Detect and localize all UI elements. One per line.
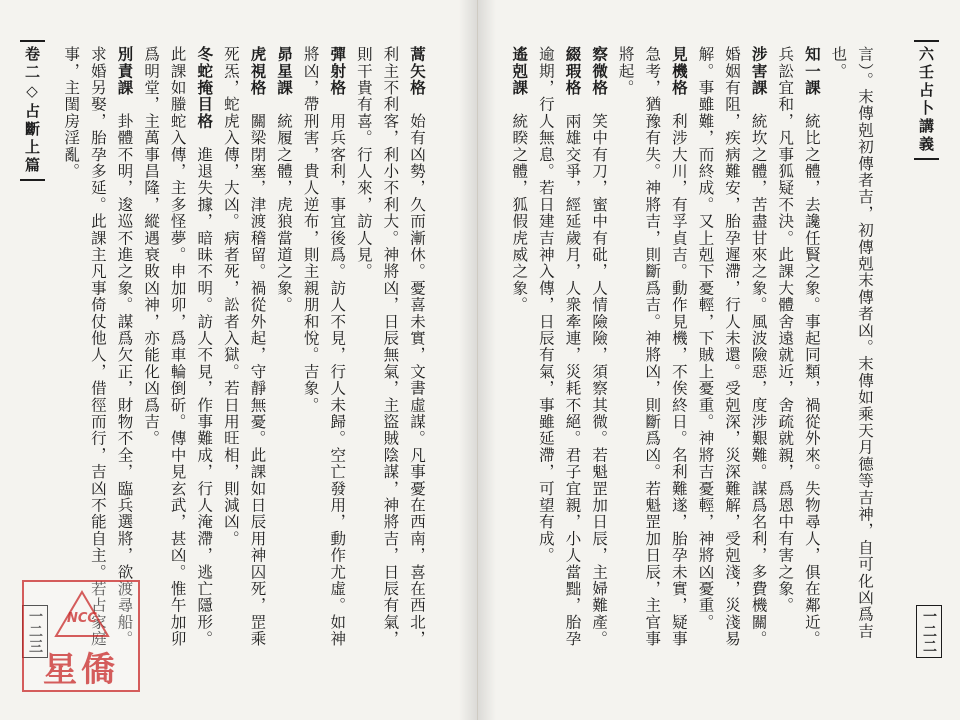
section-heading: 涉害課 <box>749 46 769 97</box>
left-page <box>0 0 478 720</box>
line-text: 也。 <box>829 46 848 80</box>
text-line <box>665 46 692 672</box>
line-text: 統睽之體，狐假虎威之象。 <box>510 96 529 314</box>
line-text: 兩雄交爭，經延歲月，人衆牽連，災耗不絕。君子宜親，小人當黜，胎孕 <box>563 96 582 648</box>
seal-name-text: 星僑 <box>43 650 119 690</box>
line-text: 利主不利客，利小不利大。神將凶，日辰無氣，主盜賊陰謀，神將吉，日辰有氣， <box>381 46 400 648</box>
line-text: 將起。 <box>616 46 635 97</box>
line-text: 求婚另娶，胎孕多延。此課主凡事倚仗他人，借徑而行，吉凶不能自主。若占家庭 <box>88 46 107 648</box>
line-text: 急考，猶豫有失。神將吉，則斷爲吉。神將凶，則斷爲凶。若魁罡加日辰，主官事 <box>643 46 662 648</box>
left-page-number: 一二三 <box>22 605 48 658</box>
section-heading: 虎視格 <box>248 46 268 97</box>
section-heading: 遙剋課 <box>510 46 530 97</box>
text-line <box>851 46 878 672</box>
text-line <box>403 46 430 672</box>
line-text: 將凶，帶刑害，貴人逆布，則主親朋和悅。吉象。 <box>301 46 320 414</box>
text-line <box>350 46 377 672</box>
line-text: 統比之體，去讒任賢之象。事起同類，禍從外來。失物尋人，俱在鄰近。 <box>802 96 821 648</box>
text-line <box>270 46 297 672</box>
line-text: 死炁，蛇虎入傳，大凶。病者死，訟者入獄。若日用旺相，則減凶。 <box>221 46 240 547</box>
text-line <box>772 46 799 672</box>
ncc-logo-text: NCC <box>67 611 97 626</box>
left-running-head: 卷二◇占斷上篇 <box>20 40 45 181</box>
text-line <box>244 46 271 672</box>
section-heading: 察微格 <box>590 46 610 97</box>
right-body-text <box>502 46 878 672</box>
text-line <box>111 46 138 672</box>
text-line <box>137 46 164 672</box>
text-line <box>745 46 772 672</box>
line-text: 則干貴有喜。行人來，訪人見。 <box>354 46 373 280</box>
text-line <box>217 46 244 672</box>
line-text: 始有凶勢，久而漸休。憂喜未實，文書虛謀。凡事憂在西南，喜在西北， <box>408 96 426 648</box>
line-text: 解。事雖難，而終成。又上剋下憂輕，下賊上憂重。神將吉憂輕，神將凶憂重。 <box>696 46 715 631</box>
line-text: 婚姻有阻，疾病難安，胎孕遲滯，行人未還。受剋深，災深難解，受剋淺，災淺易 <box>723 46 742 648</box>
text-line <box>506 46 533 672</box>
line-text: 統履之體，虎狼當道之象。 <box>275 96 294 314</box>
section-heading: 見機格 <box>669 46 689 97</box>
text-line <box>825 46 852 672</box>
text-line <box>191 46 218 672</box>
text-line <box>164 46 191 672</box>
text-line <box>612 46 639 672</box>
text-line <box>297 46 324 672</box>
line-text: 此課如螣蛇入傳，主多怪夢。申加卯，爲車輪倒斫。傳中見玄武，甚凶。惟午加卯 <box>168 46 187 648</box>
line-text: 言）。末傳剋初傳者吉，初傳剋末傳者凶。末傳如乘天月德等吉神，自可化凶爲吉 <box>856 46 874 640</box>
text-line <box>692 46 719 672</box>
line-text: 卦體不明，逡巡不進之象。謀爲欠正，財物不全，臨兵選將，欲渡尋船。 <box>115 96 134 648</box>
right-page-number: 一二二 <box>916 605 942 658</box>
gutter-shadow <box>478 0 496 720</box>
line-text: 進退失據，暗昧不明。訪人不見，作事難成，行人淹滯，逃亡隱形。 <box>195 129 214 648</box>
section-heading: 蒿矢格 <box>408 46 427 97</box>
line-text: 事，主閨房淫亂。 <box>62 46 81 180</box>
section-heading: 別責課 <box>115 46 135 97</box>
text-line <box>58 46 85 672</box>
right-page <box>478 0 960 720</box>
text-line <box>559 46 586 672</box>
section-heading: 綴瑕格 <box>563 46 583 97</box>
section-heading: 知一課 <box>802 46 822 97</box>
right-running-head: 六壬占卜講義 <box>914 40 939 160</box>
line-text: 爲明堂，主萬事昌隆，縱遇衰敗凶神，亦能化凶爲吉。 <box>142 46 161 447</box>
line-text: 笑中有刀，蜜中有砒，人情險險，須察其微。若魁罡加日辰，主婦難產。 <box>590 96 609 648</box>
text-line <box>718 46 745 672</box>
line-text: 用兵客利，事宜後爲。訪人不見，行人未歸。空亡發用，動作尤虛。如神 <box>328 96 347 648</box>
line-text: 兵訟宜和，凡事狐疑不決。此課大體舍遠就近，舍疏就親，爲恩中有害之象。 <box>776 46 795 614</box>
text-line <box>639 46 666 672</box>
text-line <box>324 46 351 672</box>
triangle-logo-icon <box>54 590 110 638</box>
section-heading: 彈射格 <box>328 46 348 97</box>
text-line <box>84 46 111 672</box>
text-line <box>798 46 825 672</box>
gutter-shadow <box>459 0 477 720</box>
ncc-logo <box>54 590 110 638</box>
line-text: 利涉大川，有孚貞吉。動作見機，不俟終日。名利難遂，胎孕未實，疑事 <box>669 96 688 648</box>
text-line <box>532 46 559 672</box>
section-heading: 昴星課 <box>275 46 295 97</box>
text-line <box>377 46 404 672</box>
ncc-seal-stamp <box>22 580 140 692</box>
text-line <box>585 46 612 672</box>
line-text: 統坎之體，苦盡甘來之象。風波險惡，度涉艱難。謀爲名利，多費機關。 <box>749 96 768 648</box>
section-heading: 冬蛇掩目格 <box>195 46 215 130</box>
line-text: 關梁閉塞，津渡稽留。禍從外起，守靜無憂。此課如日辰用神囚死，罡乘 <box>248 96 267 648</box>
line-text: 逾期，行人無息。若日建吉神入傳，日辰有氣，事雖延滯，可望有成。 <box>536 46 555 564</box>
